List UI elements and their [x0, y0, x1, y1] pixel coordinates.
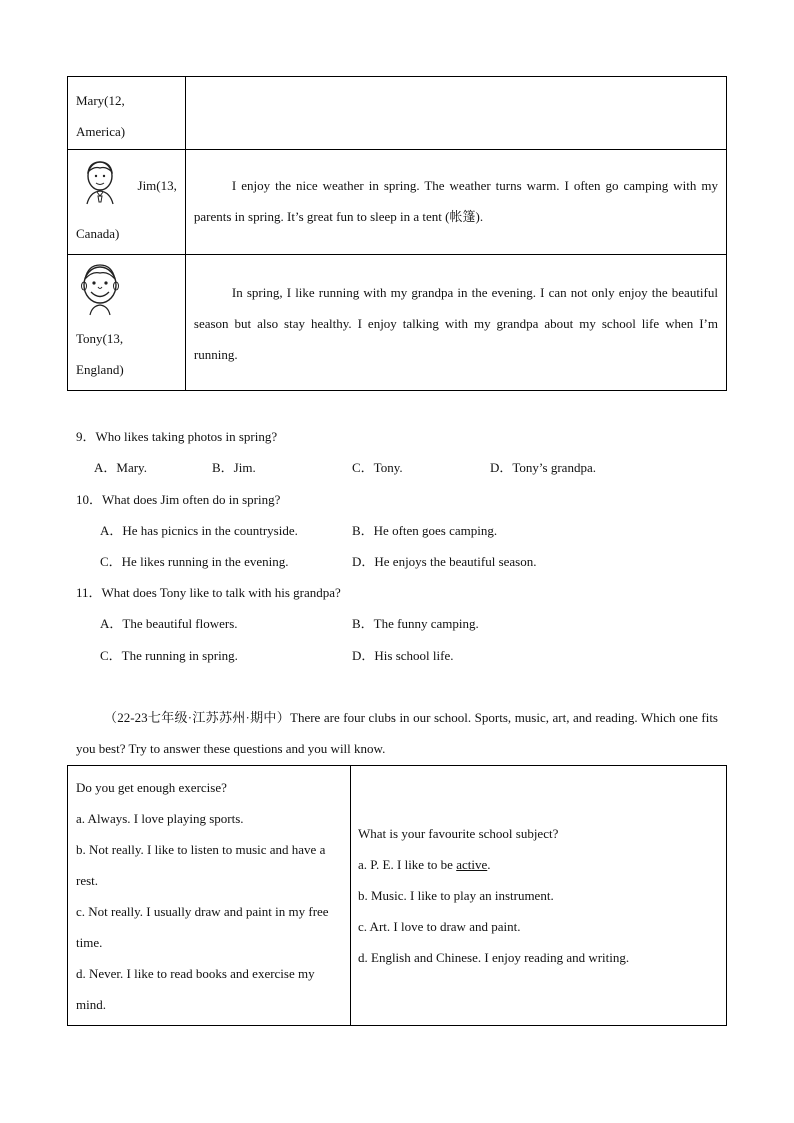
- left-option-a[interactable]: a. Always. I love playing sports.: [76, 811, 244, 826]
- left-option-d[interactable]: d. Never. I like to read books and exercise my mind.: [76, 966, 315, 1012]
- smiling-boy-avatar-icon: [78, 261, 122, 317]
- question-10-option-b[interactable]: B．He often goes camping.: [352, 523, 498, 538]
- table-row: [68, 77, 727, 150]
- right-option-a[interactable]: [358, 849, 718, 880]
- name-cell: [68, 255, 186, 391]
- person-name: Tony(13,: [76, 331, 124, 346]
- person-country: England): [76, 362, 124, 377]
- person-text: I enjoy the nice weather in spring. The weather turns warm. I often go camping with my parents in spring. It’s great fun to sleep in a tent (帐篷).: [193, 178, 718, 224]
- right-option-b[interactable]: b. Music. I like to play an instrument.: [358, 888, 554, 903]
- question-9-stem: 9．Who likes taking photos in spring?: [76, 429, 278, 444]
- right-option-c[interactable]: c. Art. I love to draw and paint.: [358, 919, 521, 934]
- question-9-option-b[interactable]: B．Jim.: [212, 460, 256, 475]
- question-9-option-d[interactable]: D．Tony’s grandpa.: [490, 460, 596, 475]
- person-country: Canada): [76, 226, 120, 241]
- question-9-option-c[interactable]: C．Tony.: [352, 460, 403, 475]
- left-question-cell: [68, 766, 351, 1026]
- right-question: What is your favourite school subject?: [358, 826, 559, 841]
- right-option-a-suffix: .: [487, 857, 491, 872]
- left-option-b[interactable]: b. Not really. I like to listen to music and have a rest.: [76, 842, 326, 888]
- question-11-option-b[interactable]: B．The funny camping.: [352, 616, 479, 631]
- person-text: In spring, I like running with my grandpa in the evening. I can not only enjoy the beautiful season but also stay healthy. I enjoy talking with my grandpa about my school life when I’m running.: [193, 285, 718, 362]
- intro-text: There are four clubs in our school. Sports, music, art, and reading. Which one fits you best? Try to answer these questions and you will know.: [76, 710, 718, 756]
- right-option-a-prefix: a. P. E. I like to be: [358, 857, 457, 872]
- intro-paragraph: [76, 702, 718, 764]
- right-option-d[interactable]: d. English and Chinese. I enjoy reading and writing.: [358, 950, 630, 965]
- name-cell: [68, 77, 186, 150]
- table-row: [68, 255, 727, 391]
- right-question-cell: [351, 766, 727, 1026]
- question-9-option-a[interactable]: A．Mary.: [94, 460, 147, 475]
- left-option-c[interactable]: c. Not really. I usually draw and paint in my free time.: [76, 904, 329, 950]
- left-question: Do you get enough exercise?: [76, 780, 227, 795]
- table-row: [68, 150, 727, 255]
- question-11-option-c[interactable]: C．The running in spring.: [100, 648, 238, 663]
- person-country: America): [76, 124, 126, 139]
- club-quiz-table: [67, 765, 727, 1026]
- question-10-option-a[interactable]: A．He has picnics in the countryside.: [100, 523, 298, 538]
- question-10-option-d[interactable]: D．He enjoys the beautiful season.: [352, 554, 537, 569]
- question-11-option-d[interactable]: D．His school life.: [352, 648, 454, 663]
- people-table: [67, 76, 727, 391]
- question-10-option-c[interactable]: C．He likes running in the evening.: [100, 554, 289, 569]
- underlined-word: active: [456, 857, 488, 872]
- question-11-stem: 11．What does Tony like to talk with his grandpa?: [76, 585, 341, 600]
- text-cell: [185, 150, 726, 255]
- text-cell: [185, 77, 726, 150]
- boy-tie-avatar-icon: [82, 160, 118, 210]
- person-name: Jim(13,: [137, 178, 177, 193]
- text-cell: [185, 255, 726, 391]
- question-11-option-a[interactable]: A．The beautiful flowers.: [100, 616, 238, 631]
- question-10-stem: 10．What does Jim often do in spring?: [76, 492, 281, 507]
- source-tag: （22-23七年级·江苏苏州·期中）: [104, 710, 291, 725]
- person-name: Mary(12,: [76, 93, 125, 108]
- table-row: [68, 766, 727, 1026]
- name-cell: [68, 150, 186, 255]
